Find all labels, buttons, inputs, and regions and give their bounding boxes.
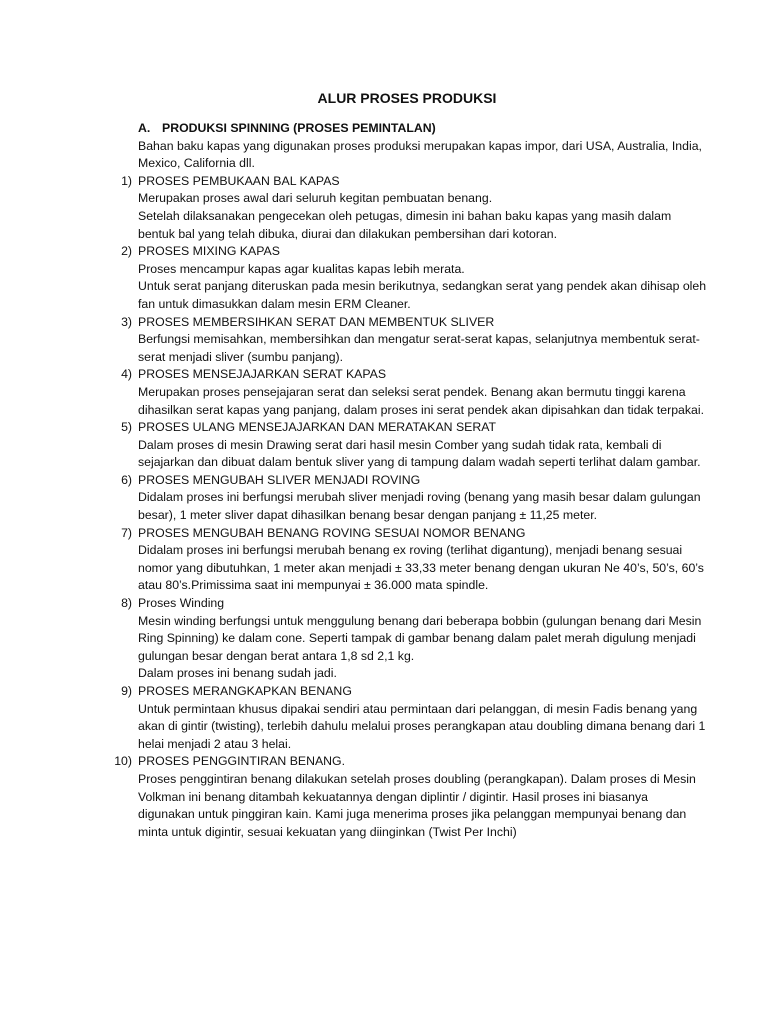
process-list (0, 173, 768, 842)
item-number: 4) (121, 367, 132, 382)
page-title: ALUR PROSES PRODUKSI (317, 90, 497, 106)
item-number: 1) (121, 173, 132, 188)
process-item (0, 683, 708, 753)
item-number: 5) (121, 420, 132, 435)
item-number: 9) (121, 684, 132, 698)
item-number: 2) (121, 244, 132, 259)
item-heading: PROSES PEMBUKAAN BAL KAPAS (138, 173, 340, 188)
process-item (0, 472, 708, 525)
item-heading: PROSES MENGUBAH BENANG ROVING SESUAI NOMOR BENANG (138, 525, 526, 540)
item-number: 6) (121, 472, 132, 487)
process-item (0, 243, 708, 313)
item-paragraph: Merupakan proses pensejajaran serat dan seleksi serat pendek. Benang akan bermutu tinggi karena dihasilkan serat kapas yang panjang, dalam proses ini serat pendek akan dipisahkan dan tidak terpakai. (138, 384, 705, 417)
item-paragraph: Untuk permintaan khusus dipakai sendiri atau permintaan dari pelanggan, di mesin Fadis benang yang akan di gintir (twisting), terlebih dahulu melalui proses perangkapan atau doubling dimana benang dari 1 helai menjadi 2 atau 3 helai. (138, 701, 706, 751)
item-number: 10) (114, 754, 132, 769)
item-heading: PROSES MERANGKAPKAN BENANG (138, 684, 352, 698)
item-paragraph: Proses penggintiran benang dilakukan setelah proses doubling (perangkapan). Dalam proses di Mesin Volkman ini benang ditambah kekuatannya dengan diplintir / digintir. Hasil proses ini biasanya digunakan untuk pinggiran kain. Kami juga menerima proses jika pelanggan mempunyai benang dan minta untuk digintir, sesuai kekuatan yang diinginkan (Twist Per Inchi) (138, 771, 696, 839)
item-paragraph: Proses mencampur kapas agar kualitas kapas lebih merata. (138, 261, 465, 276)
item-paragraph: Merupakan proses awal dari seluruh kegitan pembuatan benang. (138, 191, 493, 206)
item-number: 8) (121, 596, 132, 611)
process-item (0, 595, 708, 683)
process-item (0, 314, 708, 367)
item-heading: PROSES MEMBERSIHKAN SERAT DAN MEMBENTUK SLIVER (138, 314, 495, 329)
process-item (0, 366, 708, 419)
item-heading: PROSES MIXING KAPAS (138, 244, 280, 259)
process-item (0, 173, 708, 243)
item-paragraph: Dalam proses ini benang sudah jadi. (138, 666, 337, 681)
item-paragraph: Mesin winding berfungsi untuk menggulung benang dari beberapa bobbin (gulungan benang dari Mesin Ring Spinning) ke dalam cone. Seperti tampak di gambar benang dalam palet merah digulung menjadi gulungan besar dengan berat antara 1,8 sd 2,1 kg. (138, 613, 702, 663)
item-paragraph: Didalam proses ini berfungsi merubah benang ex roving (terlihat digantung), menjadi benang sesuai nomor yang dibutuhkan, 1 meter akan menjadi ± 33,33 meter benang dengan ukuran Ne 40’s, 50’s, 60’s atau 80’s.Primissima saat ini mempunyai ± 36.000 mata spindle. (138, 543, 704, 593)
item-heading: PROSES PENGGINTIRAN BENANG. (138, 754, 346, 769)
section-a-marker: A. (138, 121, 151, 135)
item-paragraph: Untuk serat panjang diteruskan pada mesin berikutnya, sedangkan serat yang pendek akan dihisap oleh fan untuk dimasukkan dalam mesin ERM Cleaner. (138, 279, 707, 311)
item-heading: PROSES MENSEJAJARKAN SERAT KAPAS (138, 367, 387, 382)
item-paragraph: Didalam proses ini berfungsi merubah sliver menjadi roving (benang yang masih besar dalam gulungan besar), 1 meter sliver dapat dihasilkan benang besar dengan panjang ± 11,25 meter. (138, 490, 701, 523)
item-number: 3) (121, 314, 132, 329)
section-a-heading (138, 120, 718, 138)
item-heading: PROSES ULANG MENSEJAJARKAN DAN MERATAKAN SERAT (138, 420, 497, 435)
item-paragraph: Setelah dilaksanakan pengecekan oleh petugas, dimesin ini bahan baku kapas yang masih dalam bentuk bal yang telah dibuka, diurai dan dilakukan pembersihan dari kotoran. (138, 208, 672, 241)
process-item (0, 419, 708, 472)
section-a-title: PRODUKSI SPINNING (PROSES PEMINTALAN) (162, 121, 436, 135)
item-heading: PROSES MENGUBAH SLIVER MENJADI ROVING (138, 472, 421, 487)
item-heading: Proses Winding (138, 596, 225, 611)
item-paragraph: Dalam proses di mesin Drawing serat dari hasil mesin Comber yang sudah tidak rata, kembali di sejajarkan dan dibuat dalam bentuk sliver yang di tampung dalam wadah seperti terlihat dalam gambar. (138, 437, 701, 470)
section-a (0, 120, 718, 173)
item-number: 7) (121, 525, 132, 540)
process-item (0, 753, 708, 841)
process-item (0, 525, 708, 595)
section-a-paragraph: Bahan baku kapas yang digunakan proses produksi merupakan kapas impor, dari USA, Australia, India, Mexico, California dll. (138, 138, 702, 171)
item-paragraph: Berfungsi memisahkan, membersihkan dan mengatur serat-serat kapas, selanjutnya membentuk serat-serat menjadi sliver (sumbu panjang). (138, 332, 700, 364)
